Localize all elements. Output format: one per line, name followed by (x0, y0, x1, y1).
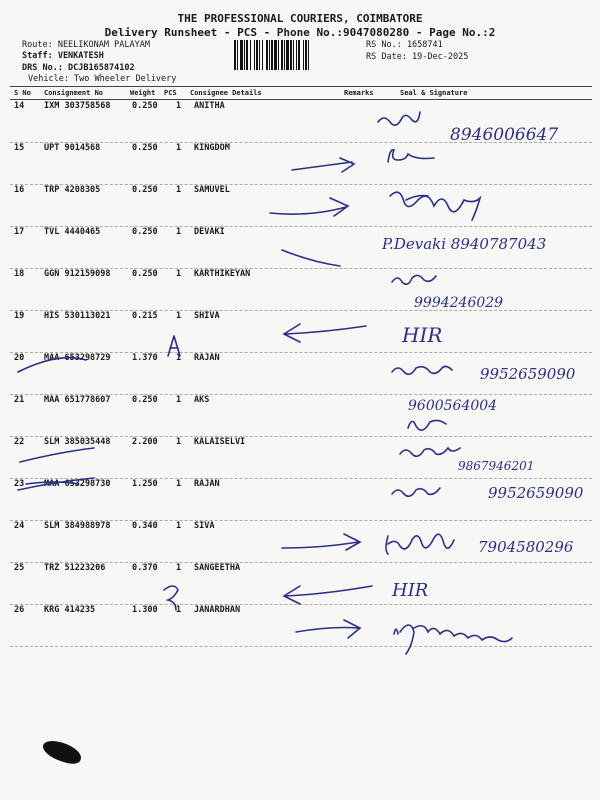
signature-mark (388, 150, 434, 162)
strike-mark (18, 358, 86, 372)
signature-mark (392, 275, 436, 284)
cell-weight: 0.250 (132, 269, 158, 279)
cell-consignment: SLM 384988978 (44, 521, 111, 531)
cell-consignee: SAMUVEL (194, 185, 230, 195)
col-consignment: Consignment No (44, 89, 104, 97)
cell-consignment: TRZ 51223206 (44, 563, 106, 573)
cell-weight: 1.300 (132, 605, 158, 615)
cell-weight: 1.250 (132, 479, 158, 489)
cell-consignment: MAA 653298729 (44, 353, 111, 363)
vehicle-label: Vehicle: Two Wheeler Delivery (28, 74, 177, 84)
cell-consignment: GGN 912159098 (44, 269, 111, 279)
cell-consignee: AKS (194, 395, 210, 405)
cell-weight: 0.250 (132, 227, 158, 237)
cell-weight: 0.250 (132, 395, 158, 405)
arrow-mark (296, 620, 360, 638)
signature-mark (390, 192, 480, 220)
cell-sno: 20 (14, 353, 25, 363)
cell-weight: 0.370 (132, 563, 158, 573)
signature-mark (386, 534, 454, 554)
col-remarks: Remarks (344, 89, 374, 97)
cell-consignee: RAJAN (194, 479, 220, 489)
cell-consignee: KINGDOM (194, 143, 230, 153)
cell-consignee: JANARDHAN (194, 605, 241, 615)
tick-mark (164, 586, 178, 610)
cell-pcs: 1 (176, 227, 182, 237)
hir-remark: HIR (392, 580, 429, 601)
cell-weight: 2.200 (132, 437, 158, 447)
signature-mark (408, 420, 446, 430)
cell-sno: 21 (14, 395, 25, 405)
cell-weight: 0.250 (132, 101, 158, 111)
cell-consignment: TVL 4440465 (44, 227, 101, 237)
cell-consignee: ANITHA (194, 101, 225, 111)
handwritten-phone: 7904580296 (478, 538, 574, 556)
cell-consignee: RAJAN (194, 353, 220, 363)
arrow-mark (292, 158, 354, 172)
cell-sno: 15 (14, 143, 25, 153)
arrow-mark (282, 534, 360, 550)
route-label: Route: NEELIKONAM PALAYAM (22, 40, 150, 50)
cell-consignment: HIS 530113021 (44, 311, 111, 321)
cell-sno: 22 (14, 437, 25, 447)
cell-weight: 0.250 (132, 143, 158, 153)
cell-consignee: KARTHIKEYAN (194, 269, 251, 279)
cell-sno: 17 (14, 227, 25, 237)
drs-number: DRS No.: DCJB165874102 (22, 63, 135, 73)
cell-consignment: MAA 653298730 (44, 479, 111, 489)
cell-consignee: SIVA (194, 521, 215, 531)
signature-mark (392, 488, 440, 496)
cell-sno: 23 (14, 479, 25, 489)
cell-sno: 24 (14, 521, 25, 531)
arrow-mark (284, 324, 366, 342)
arrow-mark (270, 198, 348, 216)
cell-pcs: 1 (176, 395, 182, 405)
col-sno: S No (14, 89, 31, 97)
cell-weight: 0.340 (132, 521, 158, 531)
cell-consignment: TRP 4208305 (44, 185, 101, 195)
arrow-mark (284, 586, 372, 604)
cell-pcs: 1 (176, 353, 182, 363)
cell-sno: 14 (14, 101, 25, 111)
cell-pcs: 1 (176, 311, 182, 321)
cell-pcs: 1 (176, 521, 182, 531)
cell-sno: 16 (14, 185, 25, 195)
handwritten-phone: 9867946201 (458, 459, 535, 473)
cell-sno: 26 (14, 605, 25, 615)
cell-pcs: 1 (176, 269, 182, 279)
signature-mark (400, 448, 460, 456)
handwritten-name-phone: P.Devaki 8940787043 (382, 235, 547, 253)
cell-consignment: UPT 9014568 (44, 143, 101, 153)
cell-sno: 25 (14, 563, 25, 573)
col-consignee: Consignee Details (190, 89, 262, 97)
handwritten-phone: 8946006647 (450, 125, 559, 145)
rs-date: RS Date: 19-Dec-2025 (366, 52, 469, 62)
arrow-mark (282, 250, 340, 266)
strike-mark (20, 448, 94, 462)
col-weight: Weight (130, 89, 156, 97)
cell-consignment: MAA 651778607 (44, 395, 111, 405)
handwritten-phone: 9952659090 (488, 484, 584, 502)
cell-consignment: KRG 414235 (44, 605, 96, 615)
cell-pcs: 1 (176, 437, 182, 447)
runsheet-title: Delivery Runsheet - PCS - Phone No.:9047080280 - Page No.:2 (104, 26, 496, 39)
cell-weight: 1.370 (132, 353, 158, 363)
strike-mark (18, 478, 94, 490)
cell-sno: 18 (14, 269, 25, 279)
handwritten-phone: 9952659090 (480, 365, 576, 383)
signature-mark (394, 625, 512, 654)
company-name: THE PROFESSIONAL COURIERS, COIMBATORE (177, 12, 423, 25)
cell-consignee: SHIVA (194, 311, 220, 321)
cell-pcs: 1 (176, 101, 182, 111)
col-signature: Seal & Signature (400, 89, 468, 97)
cell-pcs: 1 (176, 143, 182, 153)
cell-sno: 19 (14, 311, 25, 321)
cell-consignment: SLM 385035448 (44, 437, 111, 447)
cell-pcs: 1 (176, 605, 182, 615)
cell-pcs: 1 (176, 479, 182, 489)
handwritten-phone: 9600564004 (408, 398, 498, 414)
handwritten-phone: 9994246029 (414, 295, 504, 311)
signature-mark (378, 112, 420, 125)
cell-weight: 0.215 (132, 311, 158, 321)
tick-mark (168, 336, 180, 356)
staff-label: Staff: VENKATESH (22, 51, 104, 61)
col-pcs: PCS (164, 89, 177, 97)
cell-pcs: 1 (176, 563, 182, 573)
cell-consignee: DEVAKI (194, 227, 225, 237)
rs-number: RS No.: 1658741 (366, 40, 443, 50)
cell-consignee: KALAISELVI (194, 437, 246, 447)
cell-consignment: IXM 303758568 (44, 101, 111, 111)
cell-pcs: 1 (176, 185, 182, 195)
cell-consignee: SANGEETHA (194, 563, 241, 573)
signature-mark (392, 366, 452, 374)
hir-remark: HIR (402, 323, 443, 347)
cell-weight: 0.250 (132, 185, 158, 195)
